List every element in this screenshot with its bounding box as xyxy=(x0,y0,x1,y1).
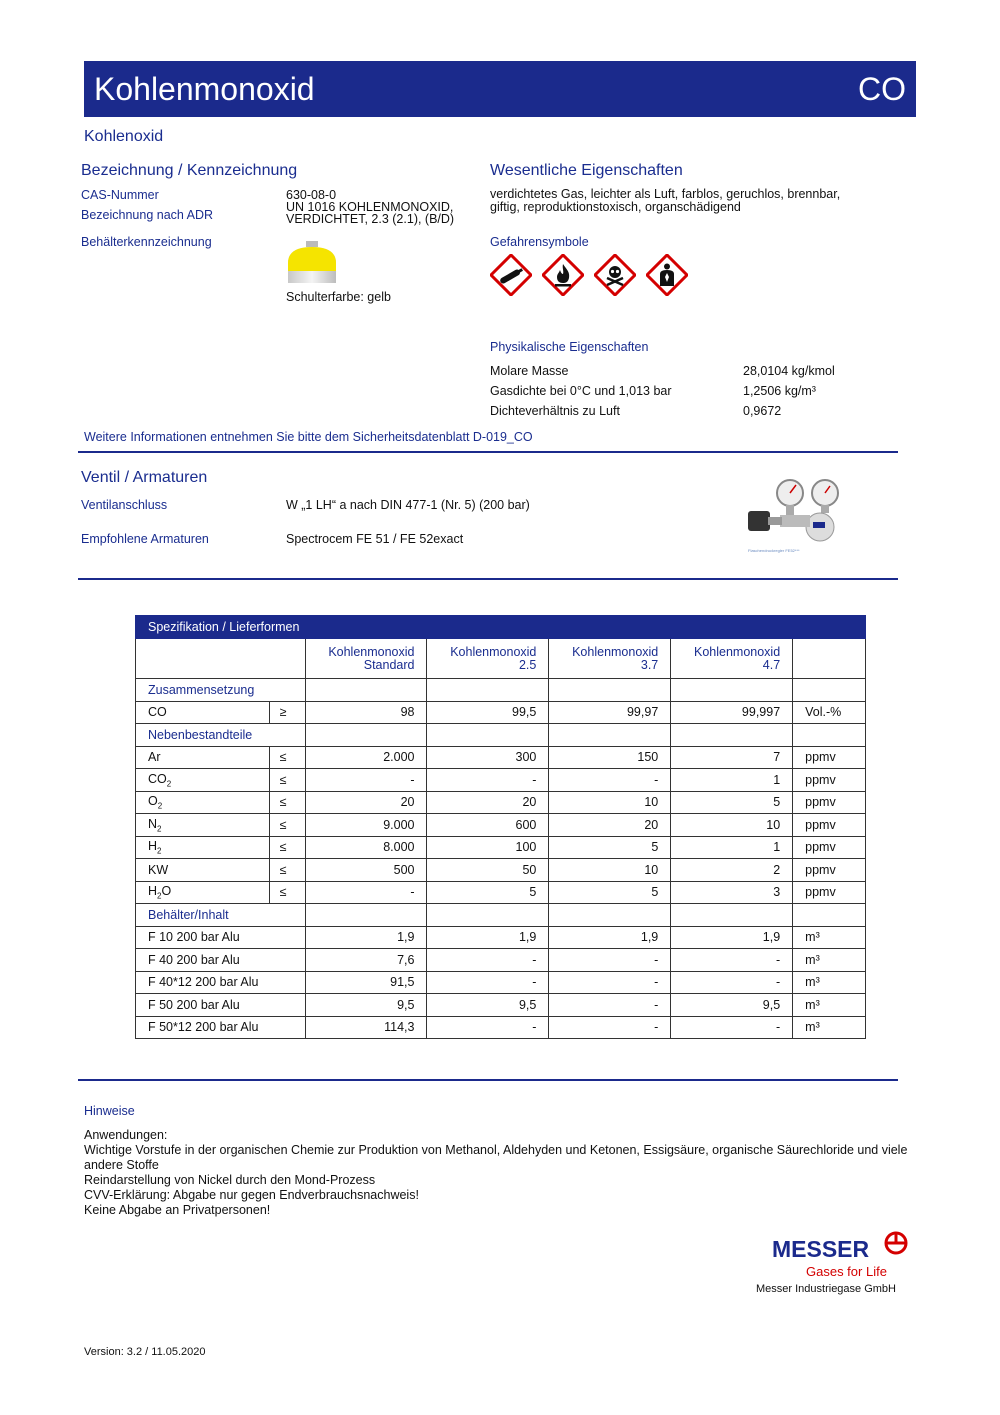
phys-value-0: 28,0104 kg/kmol xyxy=(743,364,835,378)
row-name-base: N xyxy=(148,816,158,831)
adr-value xyxy=(286,201,454,225)
row-value: 114,3 xyxy=(305,1016,427,1039)
row-symbol: ≤ xyxy=(269,769,305,792)
phys-name-2: Dichteverhältnis zu Luft xyxy=(490,404,620,418)
cas-value: 630-08-0 xyxy=(286,188,337,202)
ventil-heading: Ventil / Armaturen xyxy=(81,469,208,486)
row-value: 600 xyxy=(427,814,549,837)
row-name-base: CO xyxy=(148,771,167,786)
row-value: 5 xyxy=(549,881,671,904)
row-value: 1,9 xyxy=(549,926,671,949)
eigenschaften-text xyxy=(490,188,840,214)
row-value: - xyxy=(549,994,671,1017)
row-name: F 40 200 bar Alu xyxy=(136,949,306,972)
row-value: 9,5 xyxy=(671,994,793,1017)
row-value: - xyxy=(549,971,671,994)
section-row xyxy=(136,679,866,702)
messer-logo-text: MESSER xyxy=(772,1236,870,1262)
gas-cylinder-icon xyxy=(490,254,532,296)
colhead-3-7 xyxy=(549,639,671,679)
version-text: Version: 3.2 / 11.05.2020 xyxy=(84,1346,206,1358)
row-unit: ppmv xyxy=(793,881,866,904)
hint-line: CVV-Erklärung: Abgabe nur gegen Endverbrauchsnachweis! xyxy=(84,1188,419,1202)
row-name xyxy=(136,746,270,769)
row-symbol: ≤ xyxy=(269,746,305,769)
hinweise-heading: Hinweise xyxy=(84,1104,135,1118)
section-row xyxy=(136,724,866,747)
row-value: - xyxy=(427,769,549,792)
row-unit: m³ xyxy=(793,926,866,949)
row-value: 9,5 xyxy=(305,994,427,1017)
divider-2 xyxy=(78,578,898,580)
row-value: 5 xyxy=(671,791,793,814)
table-row xyxy=(136,1016,866,1039)
eigenschaften-line2: giftig, reproduktionstoxisch, organschädigend xyxy=(490,200,741,214)
colhead-unit xyxy=(793,639,866,679)
section-composition: Zusammensetzung xyxy=(136,679,306,702)
adr-value-line2: VERDICHTET, 2.3 (2.1), (B/D) xyxy=(286,212,455,226)
table-row xyxy=(136,814,866,837)
row-unit: m³ xyxy=(793,971,866,994)
row-value: - xyxy=(427,971,549,994)
row-value: 2.000 xyxy=(305,746,427,769)
hint-line: Wichtige Vorstufe in der organischen Chemie zur Produktion von Methanol, Aldehyden und Ketonen, Essigsäure, organische Säurechloride und viele xyxy=(84,1143,908,1157)
row-value: 1,9 xyxy=(305,926,427,949)
messer-tagline: Gases for Life xyxy=(806,1264,887,1279)
container-label: Behälterkennzeichnung xyxy=(81,235,212,249)
eigenschaften-heading: Wesentliche Eigenschaften xyxy=(490,162,683,179)
hint-line: Anwendungen: xyxy=(84,1128,168,1142)
row-name: F 40*12 200 bar Alu xyxy=(136,971,306,994)
hazard-label: Gefahrensymbole xyxy=(490,235,589,249)
table-row xyxy=(136,836,866,859)
table-row xyxy=(136,746,866,769)
row-name-subscript: 2 xyxy=(157,824,162,833)
empty-cell xyxy=(793,679,866,702)
row-name-base: Ar xyxy=(148,750,161,765)
row-name-subscript: 2 xyxy=(166,779,172,788)
phys-name-0: Molare Masse xyxy=(490,364,569,378)
colhead-line1: Kohlenmonoxid xyxy=(328,644,415,659)
empty-cell xyxy=(427,679,549,702)
row-name: CO xyxy=(136,701,270,724)
row-value: 50 xyxy=(427,859,549,882)
row-value: - xyxy=(671,1016,793,1039)
row-symbol: ≤ xyxy=(269,836,305,859)
row-unit: ppmv xyxy=(793,814,866,837)
row-unit: m³ xyxy=(793,1016,866,1039)
empty-cell xyxy=(549,679,671,702)
colhead-line1: Kohlenmonoxid xyxy=(693,644,781,659)
row-unit: ppmv xyxy=(793,859,866,882)
colhead-line2: Standard xyxy=(363,657,415,672)
divider-3 xyxy=(78,1079,898,1081)
row-name xyxy=(136,814,270,837)
row-value: 9,5 xyxy=(427,994,549,1017)
company-name: Messer Industriegase GmbH xyxy=(756,1283,896,1295)
row-value: - xyxy=(671,949,793,972)
row-value: 1 xyxy=(671,769,793,792)
section-impurities: Nebenbestandteile xyxy=(136,724,306,747)
messer-logo-icon xyxy=(884,1231,908,1255)
empty-cell xyxy=(427,724,549,747)
row-value: 10 xyxy=(549,791,671,814)
row-value: - xyxy=(427,949,549,972)
row-name: F 50*12 200 bar Alu xyxy=(136,1016,306,1039)
empty-cell xyxy=(427,904,549,927)
table-row xyxy=(136,859,866,882)
row-symbol: ≥ xyxy=(269,701,305,724)
row-name-base: H xyxy=(148,839,158,853)
row-value: 500 xyxy=(305,859,427,882)
colhead-line1: Kohlenmonoxid xyxy=(572,644,659,659)
armaturen-label: Empfohlene Armaturen xyxy=(81,532,209,546)
skull-crossbones-icon xyxy=(594,254,636,296)
colhead-2-5 xyxy=(427,639,549,679)
row-value: 2 xyxy=(671,859,793,882)
row-value: 3 xyxy=(671,881,793,904)
colhead-line2: 3.7 xyxy=(640,657,659,672)
row-value: 20 xyxy=(305,791,427,814)
empty-cell xyxy=(305,904,427,927)
spec-table xyxy=(135,615,866,1039)
shoulder-color-text: Schulterfarbe: gelb xyxy=(286,290,391,304)
row-value: 99,5 xyxy=(427,701,549,724)
colhead-line2: 4.7 xyxy=(762,657,781,672)
container-rows xyxy=(136,926,866,1039)
row-value: 10 xyxy=(549,859,671,882)
sdb-note: Weitere Informationen entnehmen Sie bitte dem Sicherheitsdatenblatt D-019_CO xyxy=(84,430,533,444)
regulator-caption: Flaschendruckregler FE52*** xyxy=(748,548,800,553)
empty-cell xyxy=(793,724,866,747)
colhead-empty xyxy=(136,639,306,679)
row-value: 1,9 xyxy=(671,926,793,949)
header-bar xyxy=(84,61,916,117)
empty-cell xyxy=(549,904,671,927)
row-name-base: H xyxy=(148,884,158,898)
anschluss-label: Ventilanschluss xyxy=(81,498,168,512)
row-value: 150 xyxy=(549,746,671,769)
spec-caption: Spezifikation / Lieferformen xyxy=(136,616,866,639)
row-name: F 50 200 bar Alu xyxy=(136,994,306,1017)
table-row xyxy=(136,769,866,792)
empty-cell xyxy=(305,679,427,702)
row-name: F 10 200 bar Alu xyxy=(136,926,306,949)
row-value: 99,997 xyxy=(671,701,793,724)
cylinder-shoulder-icon xyxy=(286,241,338,283)
product-title: Kohlenmonoxid xyxy=(94,71,315,107)
row-value: 20 xyxy=(427,791,549,814)
colhead-line2: 2.5 xyxy=(518,657,537,672)
row-value: 91,5 xyxy=(305,971,427,994)
row-name xyxy=(136,881,270,904)
row-value: 1,9 xyxy=(427,926,549,949)
row-name xyxy=(136,836,270,859)
health-hazard-icon xyxy=(646,254,688,296)
bezeichnung-heading: Bezeichnung / Kennzeichnung xyxy=(81,162,298,179)
row-value: 100 xyxy=(427,836,549,859)
row-name xyxy=(136,791,270,814)
colhead-4-7 xyxy=(671,639,793,679)
section-row xyxy=(136,904,866,927)
product-formula: CO xyxy=(858,71,906,107)
row-unit: ppmv xyxy=(793,791,866,814)
row-value: - xyxy=(549,1016,671,1039)
phys-value-1: 1,2506 kg/m³ xyxy=(743,384,816,398)
colhead-standard xyxy=(305,639,427,679)
empty-cell xyxy=(671,724,793,747)
row-unit: m³ xyxy=(793,994,866,1017)
row-value: - xyxy=(305,769,427,792)
row-value: - xyxy=(549,949,671,972)
hint-line: andere Stoffe xyxy=(84,1158,159,1172)
table-row xyxy=(136,881,866,904)
table-row xyxy=(136,926,866,949)
row-name-subscript: 2 xyxy=(157,891,162,901)
empty-cell xyxy=(671,904,793,927)
empty-cell xyxy=(549,724,671,747)
row-value: - xyxy=(427,1016,549,1039)
armaturen-value: Spectrocem FE 51 / FE 52exact xyxy=(286,532,464,546)
row-name-subscript: 2 xyxy=(157,801,163,811)
row-name-base: O xyxy=(148,794,158,808)
product-subtitle: Kohlenoxid xyxy=(84,128,164,145)
row-name-subscript: 2 xyxy=(157,846,162,856)
row-unit: m³ xyxy=(793,949,866,972)
anschluss-value: W „1 LH“ a nach DIN 477-1 (Nr. 5) (200 bar) xyxy=(286,498,530,512)
row-name-suffix: O xyxy=(161,884,172,898)
phys-value-2: 0,9672 xyxy=(743,404,782,418)
colhead-line1: Kohlenmonoxid xyxy=(450,644,537,659)
row-value: 98 xyxy=(305,701,427,724)
row-value: 99,97 xyxy=(549,701,671,724)
row-value: - xyxy=(671,971,793,994)
row-value: - xyxy=(549,769,671,792)
divider-1 xyxy=(78,451,898,453)
hint-line: Reindarstellung von Nickel durch den Mond-Prozess xyxy=(84,1173,376,1187)
row-name-base: KW xyxy=(148,862,169,877)
row-symbol: ≤ xyxy=(269,814,305,837)
empty-cell xyxy=(305,724,427,747)
row-symbol: ≤ xyxy=(269,859,305,882)
empty-cell xyxy=(671,679,793,702)
row-value: 7 xyxy=(671,746,793,769)
row-value: 10 xyxy=(671,814,793,837)
table-row xyxy=(136,949,866,972)
row-value: - xyxy=(305,881,427,904)
row-unit: ppmv xyxy=(793,769,866,792)
row-value: 5 xyxy=(427,881,549,904)
phys-label: Physikalische Eigenschaften xyxy=(490,340,649,354)
row-name xyxy=(136,859,270,882)
section-containers: Behälter/Inhalt xyxy=(136,904,306,927)
adr-value-line1: UN 1016 KOHLENMONOXID, xyxy=(286,200,454,214)
row-symbol: ≤ xyxy=(269,791,305,814)
pressure-regulator-image xyxy=(740,475,850,550)
impurity-rows xyxy=(136,746,866,904)
eigenschaften-line1: verdichtetes Gas, leichter als Luft, farblos, geruchlos, brennbar, xyxy=(490,187,841,201)
flame-icon xyxy=(542,254,584,296)
table-row xyxy=(136,791,866,814)
hint-line: Keine Abgabe an Privatpersonen! xyxy=(84,1203,271,1217)
row-symbol: ≤ xyxy=(269,881,305,904)
row-unit: ppmv xyxy=(793,746,866,769)
row-unit: ppmv xyxy=(793,836,866,859)
row-value: 1 xyxy=(671,836,793,859)
table-row xyxy=(136,971,866,994)
row-value: 7,6 xyxy=(305,949,427,972)
empty-cell xyxy=(793,904,866,927)
row-unit: Vol.-% xyxy=(793,701,866,724)
table-row xyxy=(136,701,866,724)
row-value: 5 xyxy=(549,836,671,859)
row-value: 300 xyxy=(427,746,549,769)
adr-label: Bezeichnung nach ADR xyxy=(81,208,214,222)
row-name xyxy=(136,769,270,792)
row-value: 20 xyxy=(549,814,671,837)
phys-name-1: Gasdichte bei 0°C und 1,013 bar xyxy=(490,384,672,398)
row-value: 9.000 xyxy=(305,814,427,837)
hinweise-text xyxy=(84,1128,984,1218)
row-value: 8.000 xyxy=(305,836,427,859)
cas-label: CAS-Nummer xyxy=(81,188,159,202)
table-row xyxy=(136,994,866,1017)
